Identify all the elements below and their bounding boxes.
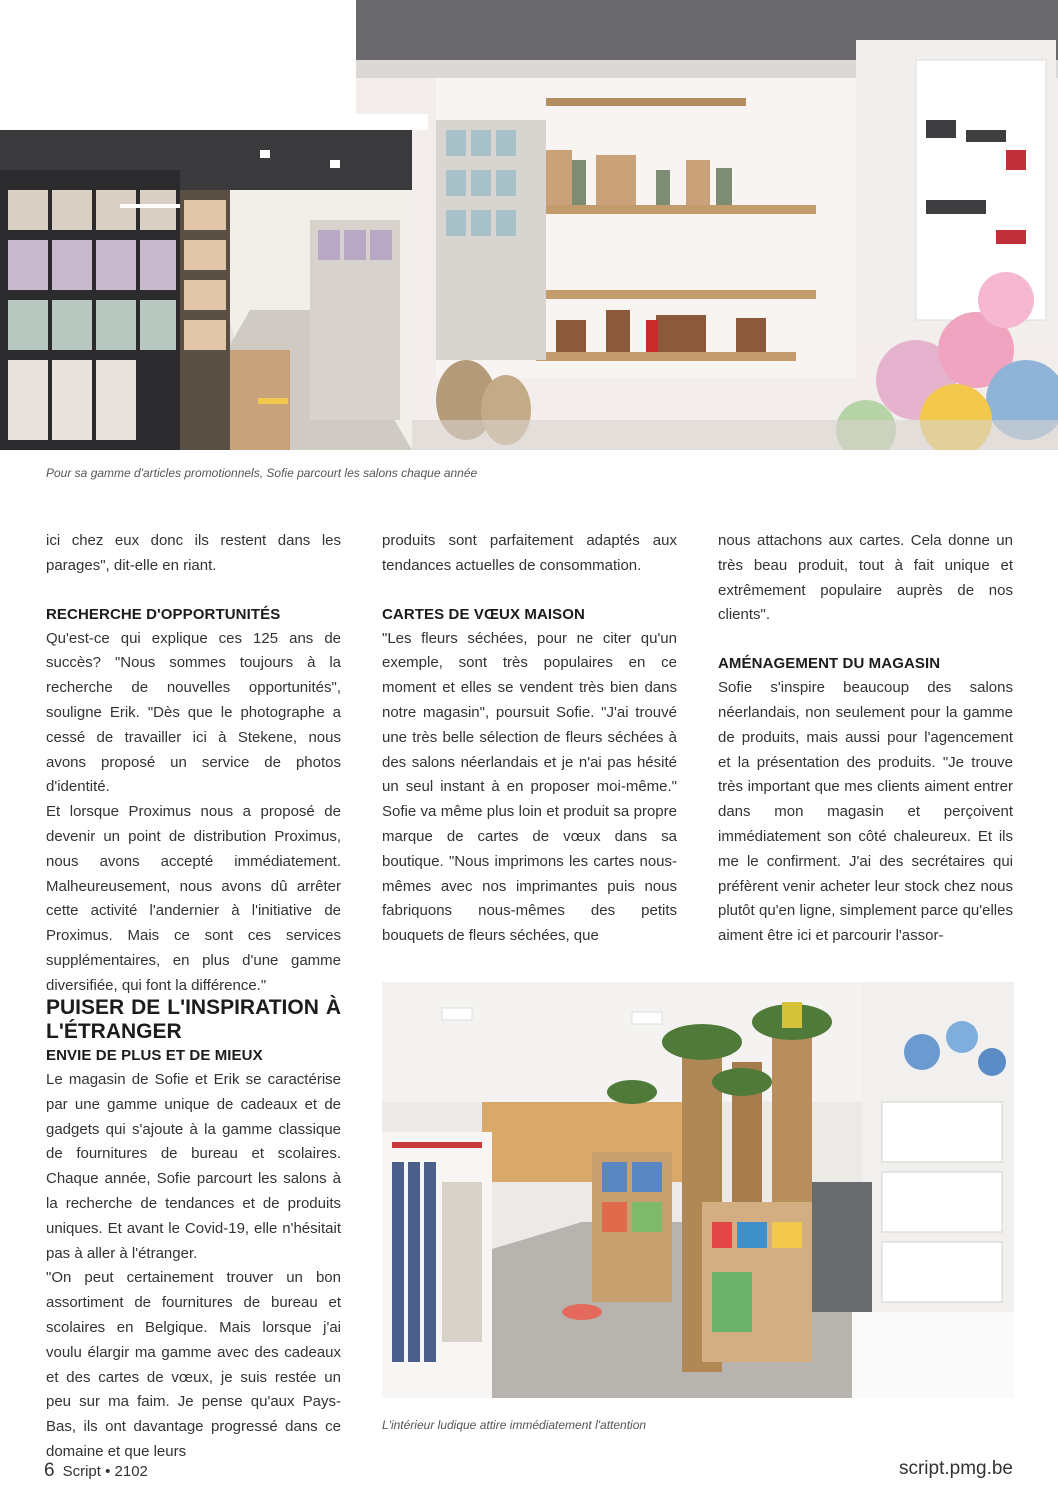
article-column-3 bbox=[718, 529, 1013, 949]
subsection-heading: ENVIE DE PLUS ET DE MIEUX bbox=[46, 1047, 263, 1064]
store-shelves-photo bbox=[356, 0, 1058, 450]
paragraph: produits sont parfaitement adaptés aux tendances actuelles de consommation. bbox=[382, 532, 677, 574]
paragraph: Le magasin de Sofie et Erik se caractérise par une gamme unique de cadeaux et de gadgets qui s'ajoute à la gamme classique de fournitures de bureau et scolaires. Chaque année, Sofie parcourt les salons à la recherche de tendances et de produits uniques. Et avant le Covid-19, elle n'hésitait pas à aller à l'étranger. bbox=[46, 1071, 341, 1262]
section-heading: RECHERCHE D'OPPORTUNITÉS bbox=[46, 605, 281, 623]
paragraph: nous attachons aux cartes. Cela donne un très beau produit, tout à fait unique et extrêmement populaire auprès de nos clients". bbox=[718, 532, 1013, 624]
magazine-issue: Script • 2102 bbox=[62, 1463, 148, 1480]
section-heading: AMÉNAGEMENT DU MAGASIN bbox=[718, 655, 941, 673]
shop-interior-photo bbox=[382, 982, 1014, 1398]
article-column-4 bbox=[46, 996, 341, 1465]
article-column-2 bbox=[382, 529, 677, 949]
paragraph: Qu'est-ce qui explique ces 125 ans de succès? "Nous sommes toujours à la recherche de nouvelles opportunités", souligne Erik. "Dès que le photographe a cessé de travailler ici à Stekene, nous avons proposé un service de photos d'identité. bbox=[46, 629, 341, 796]
card-racks-photo bbox=[0, 130, 412, 450]
section-heading: CARTES DE VŒUX MAISON bbox=[382, 605, 585, 623]
bottom-photo-caption: L'intérieur ludique attire immédiatement l'attention bbox=[382, 1418, 647, 1432]
photo-overlap-gap bbox=[356, 114, 428, 130]
paragraph: "On peut certainement trouver un bon assortiment de fournitures de bureau et scolaires en Belgique. Mais lorsque j'ai voulu élargir ma gamme avec des cadeaux et des cartes de vœux, je suis restée un peu sur ma faim. Je pense qu'aux Pays-Bas, ils ont davantage progressé dans ce domaine et que leurs bbox=[46, 1269, 341, 1460]
footer-page-info bbox=[44, 1460, 148, 1482]
paragraph: "Les fleurs séchées, pour ne citer qu'un exemple, sont très populaires en ce moment et elles se vendent très bien dans notre magasin", poursuit Sofie. "J'ai trouvé une très belle sélection de fleurs séchées à des salons néerlandais et je n'ai pas hésité un seul instant à en proposer moi-même." Sofie va même plus loin et produit sa propre marque de cartes de vœux dans sa boutique. "Nous imprimons les cartes nous-mêmes avec nos imprimantes puis nous fabriquons nous-mêmes des petits bouquets de fleurs séchées, que bbox=[382, 629, 677, 945]
page-number: 6 bbox=[44, 1460, 55, 1481]
website-link[interactable]: script.pmg.be bbox=[898, 1458, 1013, 1479]
paragraph: Et lorsque Proximus nous a proposé de devenir un point de distribution Proximus, nous avons accepté immédiatement. Malheureusement, nous avons dû arrêter cette activité l'andernier à l'initiative de Proximus. Mais ce sont ces services supplémentaires, en plus d'une gamme diversifiée, qui font la différence." bbox=[46, 803, 341, 994]
paragraph: ici chez eux donc ils restent dans les parages", dit-elle en riant. bbox=[46, 532, 341, 574]
article-column-1 bbox=[46, 529, 341, 999]
paragraph: Sofie s'inspire beaucoup des salons néerlandais, non seulement pour la gamme de produits, mais aussi pour l'agencement et la présentation des produits. "Je trouve très important que mes clients aiment entrer dans mon magasin et perçoivent immédiatement son côté chaleureux. Et ils me le confirment. J'ai des secrétaires qui préfèrent venir acheter leur stock chez nous plutôt qu'en ligne, simplement parce qu'elles aiment être ici et parcourir l'assor- bbox=[718, 679, 1013, 945]
top-photo-caption: Pour sa gamme d'articles promotionnels, Sofie parcourt les salons chaque année bbox=[46, 466, 478, 480]
section-title: PUISER DE L'INSPIRATION À L'ÉTRANGER bbox=[46, 996, 341, 1043]
